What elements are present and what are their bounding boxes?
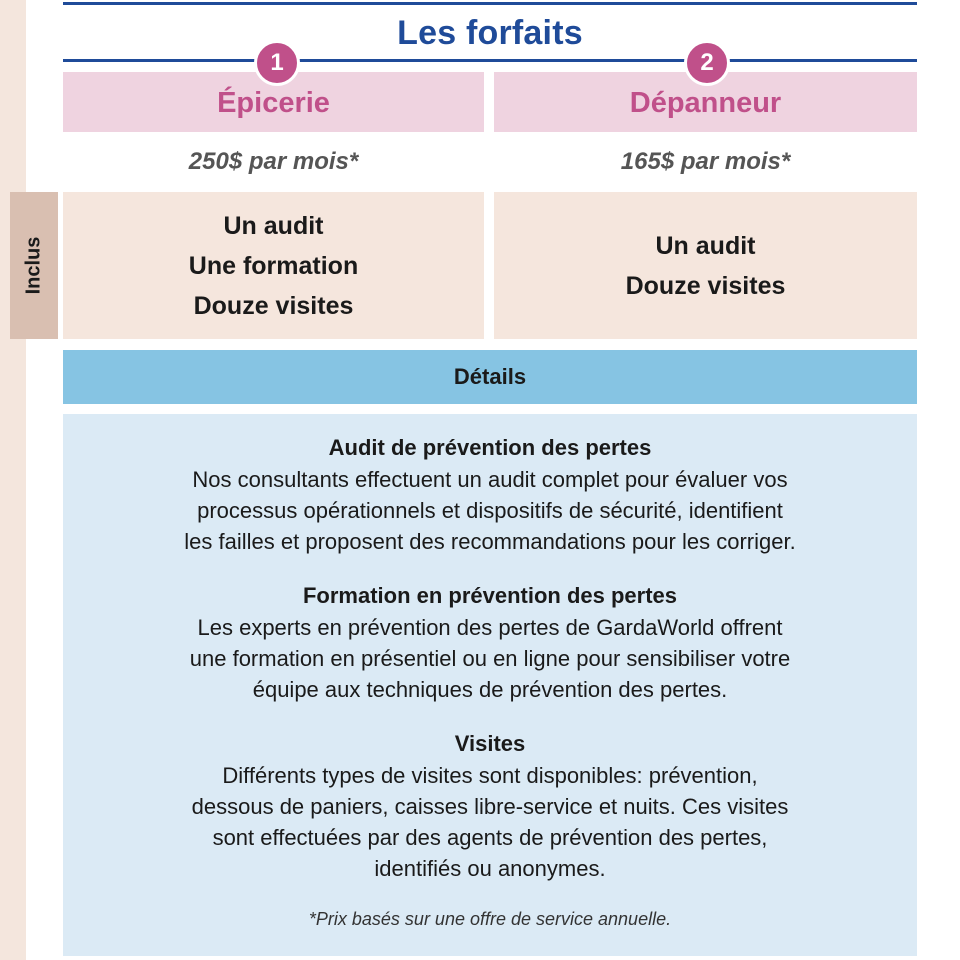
details-section-formation [63,580,917,705]
section-line: sont effectuées par des agents de prévention des pertes, [212,825,768,850]
section-line: Les experts en prévention des pertes de GardaWorld offrent [197,615,783,640]
plan-2-included-item: Un audit [655,231,756,260]
plan-1-price: 250$ par mois* [63,132,484,190]
section-line: Nos consultants effectuent un audit complet pour évaluer vos [192,467,788,492]
plan-1-included [63,192,484,339]
included-row-label [10,192,58,339]
section-line: équipe aux techniques de prévention des pertes. [252,677,728,702]
details-section-visites [63,728,917,884]
plan-1-included-item: Un audit [223,211,324,240]
plan-2-price: 165$ par mois* [494,132,917,190]
section-line: identifiés ou anonymes. [374,856,606,881]
plan-1-included-item: Une formation [188,251,359,280]
plan-2-name: Dépanneur [494,72,917,132]
section-title: Visites [454,731,526,756]
details-header: Détails [63,350,917,404]
details-body [63,414,917,956]
plan-1-number-badge: 1 [254,40,300,86]
section-title: Audit de prévention des pertes [328,435,652,460]
plan-2-included-item: Douze visites [625,271,786,300]
top-rule [63,2,917,5]
plan-1-name: Épicerie [63,72,484,132]
plan-1-included-item: Douze visites [193,291,354,320]
plan-2-number-badge: 2 [684,40,730,86]
section-line: Différents types de visites sont disponibles: prévention, [222,763,758,788]
page-title: Les forfaits [397,14,583,52]
details-section-audit [63,432,917,557]
included-label-text: Inclus [22,236,45,295]
section-line: dessous de paniers, caisses libre-service et nuits. Ces visites [191,794,789,819]
section-line: une formation en présentiel ou en ligne pour sensibiliser votre [189,646,791,671]
plan-2-included [494,192,917,339]
title-underline [63,59,917,62]
section-line: processus opérationnels et dispositifs de sécurité, identifient [197,498,783,523]
price-footnote: *Prix basés sur une offre de service annuelle. [308,909,672,929]
section-line: les failles et proposent des recommandations pour les corriger. [184,529,796,554]
section-title: Formation en prévention des pertes [302,583,678,608]
